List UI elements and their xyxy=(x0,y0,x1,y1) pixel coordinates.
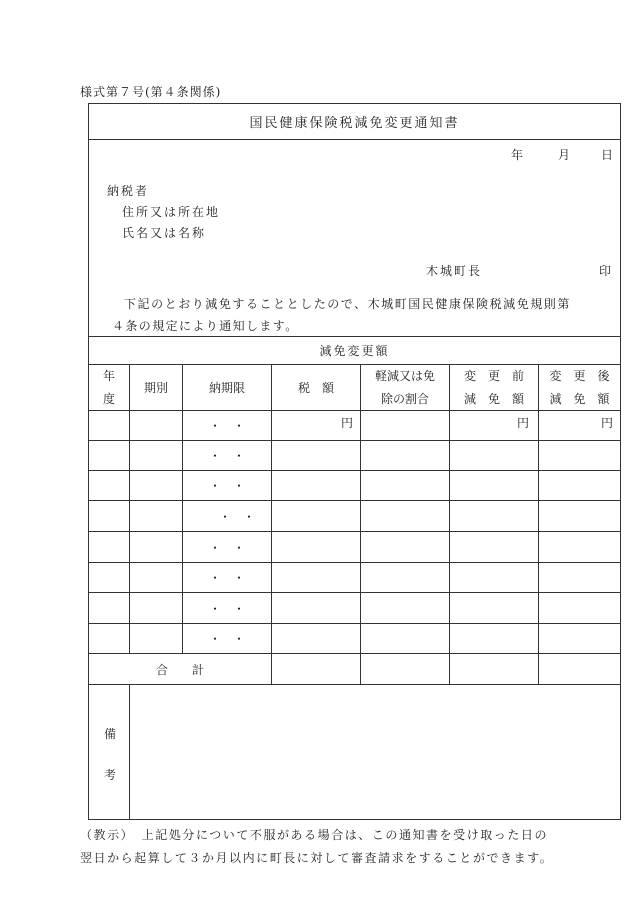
notice-line-2: 翌日から起算して３か月以内に町長に対して審査請求をすることができます。 xyxy=(80,851,554,865)
header-due-date: 納期限 xyxy=(208,381,245,395)
notice-line-1: （教示） 上記処分について不服がある場合は、この通知書を受け取った日の xyxy=(80,828,549,842)
issuer-name: 木城町長 xyxy=(426,264,483,278)
date-year: 年 xyxy=(511,148,524,162)
due-date-row-5: ・ ・ xyxy=(208,540,245,555)
header-after-line-2: 減 免 額 xyxy=(549,391,610,406)
total-label: 合 計 xyxy=(155,662,204,677)
table-section-title: 減免変更額 xyxy=(319,344,390,358)
due-date-row-2: ・ ・ xyxy=(208,449,245,463)
remarks-label-2: 考 xyxy=(104,768,117,782)
due-date-row-7: ・ ・ xyxy=(208,601,245,616)
header-tax-amount: 税 額 xyxy=(297,381,334,395)
date-month: 月 xyxy=(558,148,571,162)
taxpayer-address-label: 住所又は所在地 xyxy=(122,205,221,219)
taxpayer-name-label: 氏名又は名称 xyxy=(122,226,207,240)
header-year-line-1: 年 xyxy=(102,368,115,383)
due-date-row-8: ・ ・ xyxy=(208,632,245,646)
header-before-change xyxy=(450,365,538,410)
form-label: 様式第７号(第４条関係) xyxy=(80,85,222,99)
header-period: 期別 xyxy=(143,381,168,395)
header-after-change xyxy=(539,365,620,410)
header-reduction-line-1: 軽減又は免 xyxy=(374,368,435,383)
body-text-line-2: ４条の規定により通知します。 xyxy=(112,319,299,333)
due-date-row-6: ・ ・ xyxy=(208,571,245,585)
body-text-line-1: 下記のとおり減免することとしたので、木城町国民健康保険税減免規則第 xyxy=(124,297,571,311)
unit-before-change: 円 xyxy=(517,416,530,430)
header-year-line-2: 度 xyxy=(102,391,115,406)
header-after-line-1: 変 更 後 xyxy=(549,368,610,383)
remarks-label-1: 備 xyxy=(104,727,117,741)
unit-tax-amount: 円 xyxy=(341,416,354,430)
header-reduction-ratio xyxy=(361,365,449,410)
header-before-line-2: 減 免 額 xyxy=(463,391,524,406)
header-before-line-1: 変 更 前 xyxy=(463,368,524,383)
header-reduction-line-2: 除の割合 xyxy=(380,391,429,406)
header-year xyxy=(89,365,129,410)
due-date-row-1: ・ ・ xyxy=(208,419,245,433)
unit-after-change: 円 xyxy=(601,416,614,430)
taxpayer-label: 納税者 xyxy=(107,184,150,198)
issuer-seal: 印 xyxy=(599,264,612,278)
document-title: 国民健康保険税減免変更通知書 xyxy=(249,116,460,131)
date-day: 日 xyxy=(601,148,614,162)
due-date-row-3: ・ ・ xyxy=(208,479,245,493)
due-date-row-4: ・ ・ xyxy=(218,509,255,524)
